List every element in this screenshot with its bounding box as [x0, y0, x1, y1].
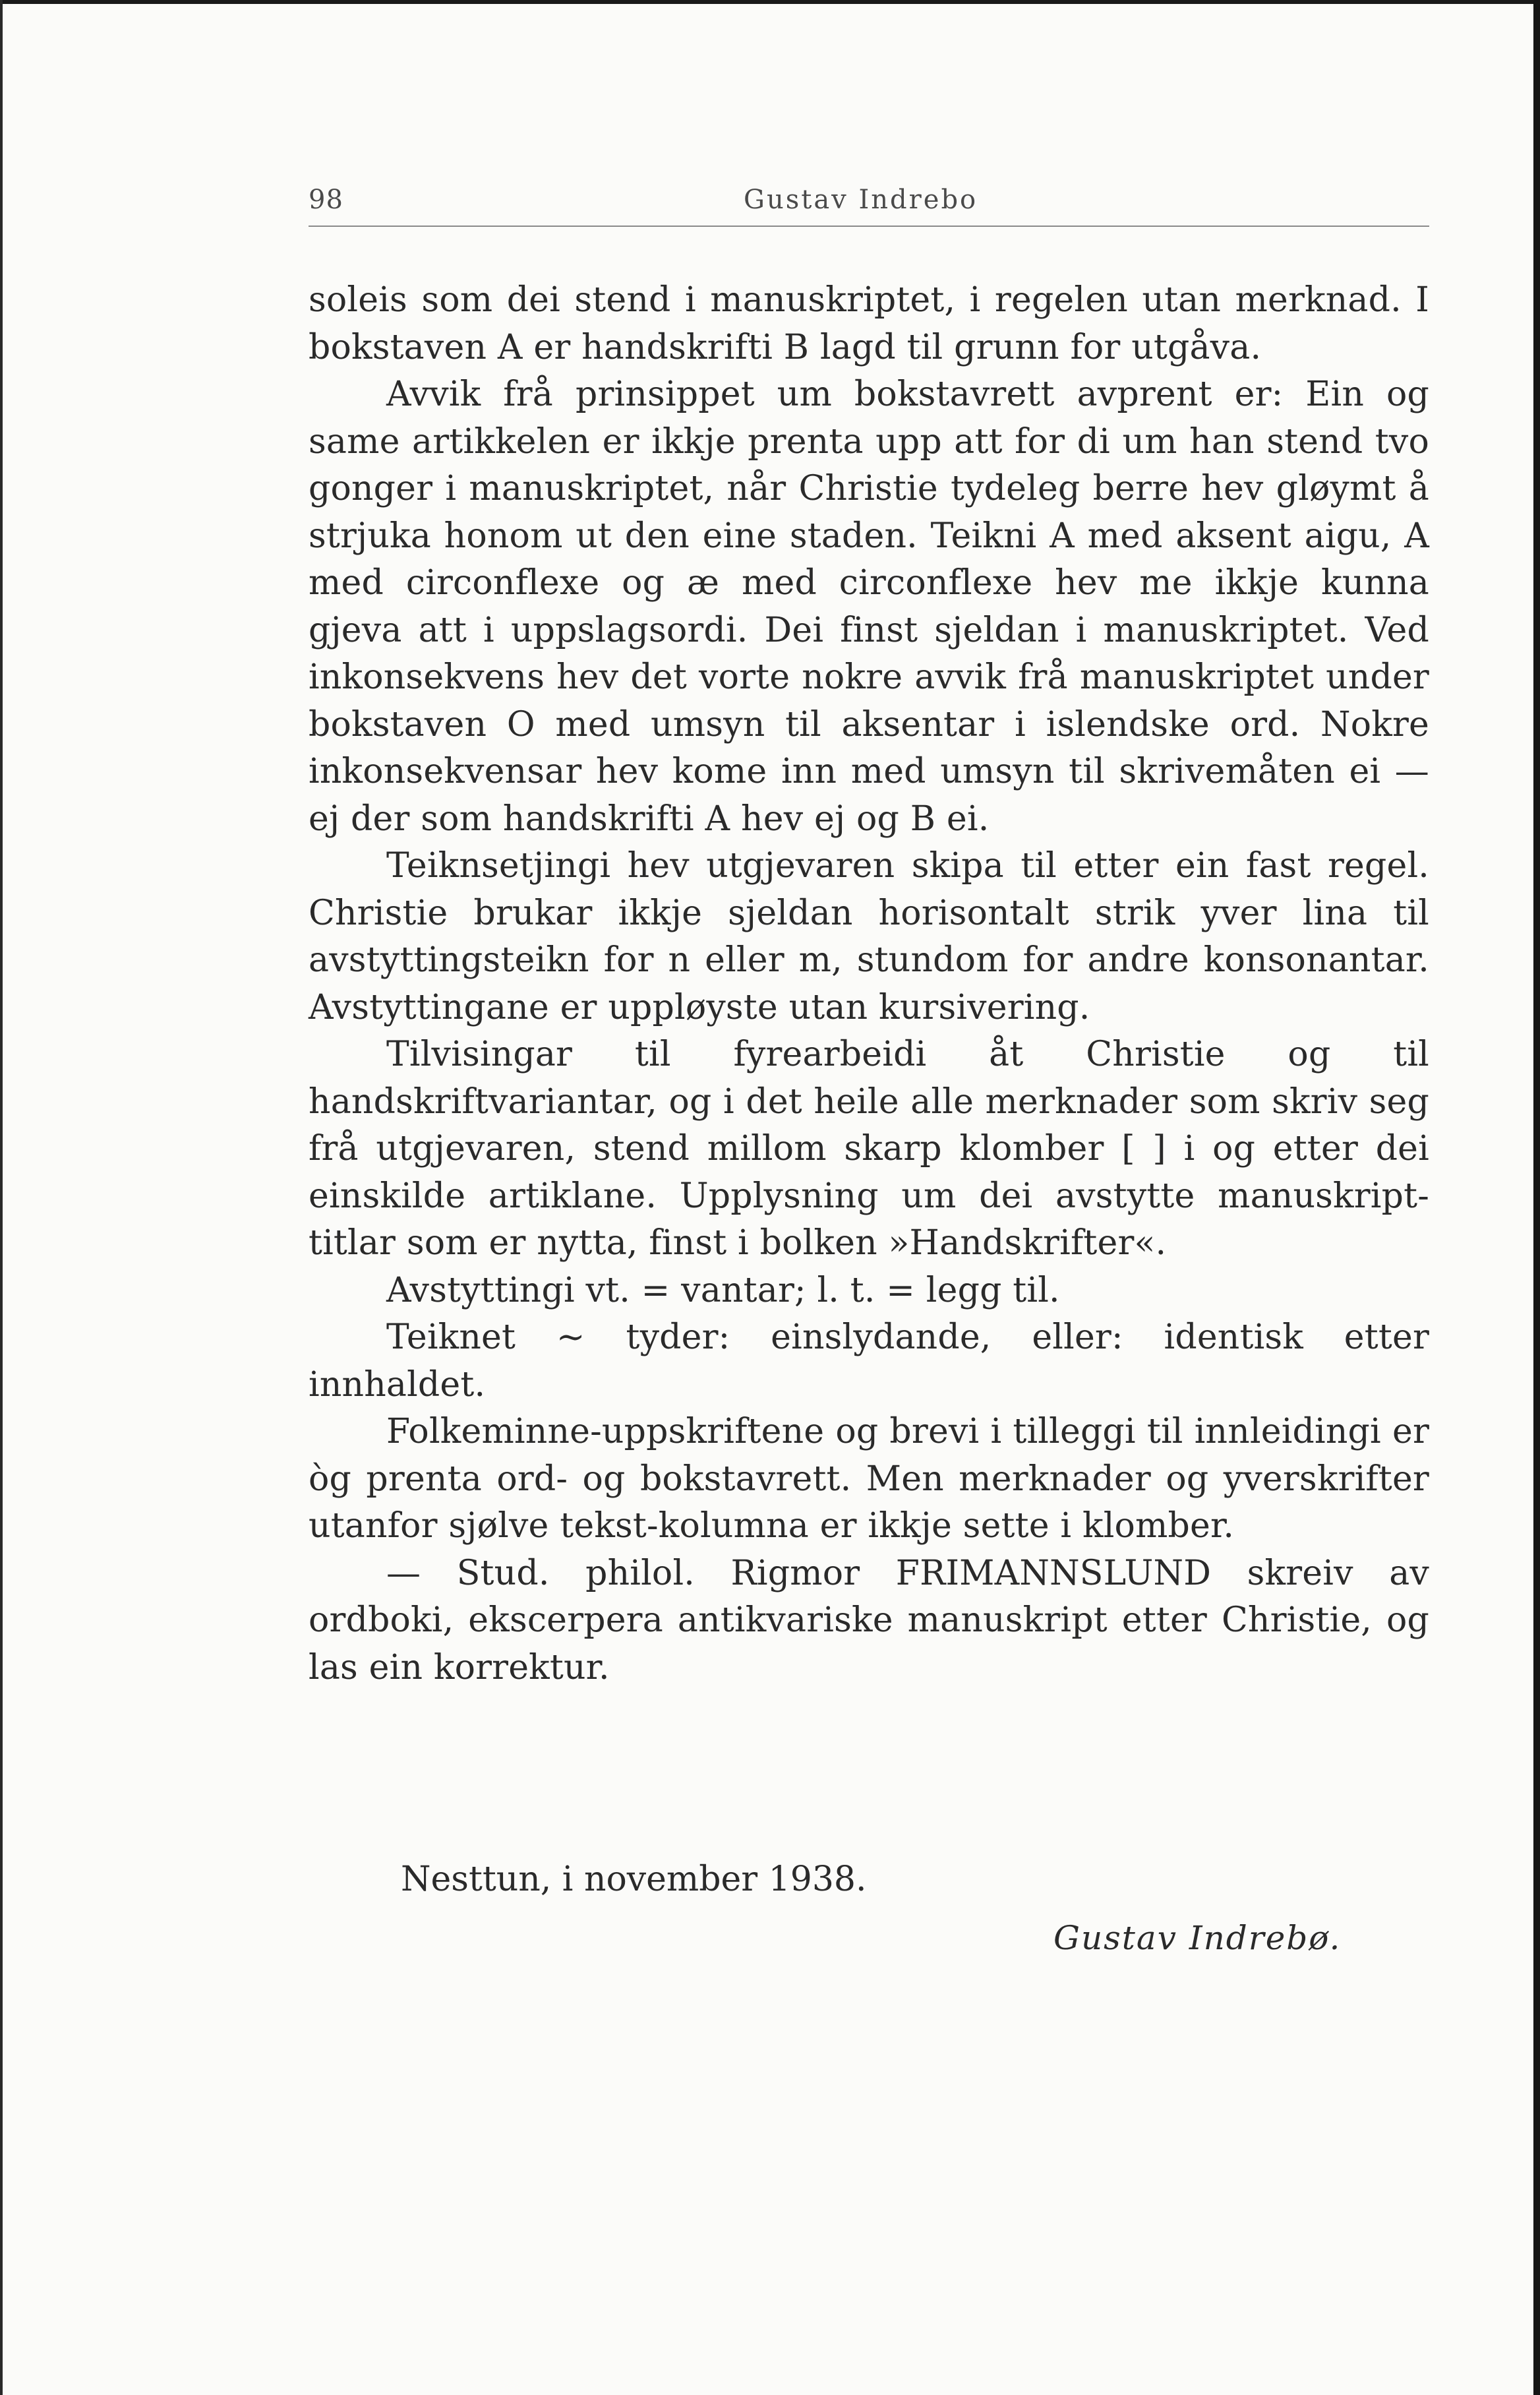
- paragraph-3: Teiknsetjingi hev utgjevaren skipa til etter ein fast regel. Christie brukar ikkje sjeldan horisontalt strik yver lina til avstyttingsteikn for n eller m, stundom for andre konsonantar. Avstyttingane er uppløyste utan kursivering.: [309, 846, 1429, 1027]
- body-text: [309, 277, 1429, 1691]
- paragraph-6: Teiknet ~ tyder: einslydande, eller: identisk etter innhaldet.: [309, 1318, 1429, 1405]
- signature: Gustav Indrebø.: [1053, 1919, 1342, 1957]
- scan-border-left: [0, 0, 3, 2395]
- running-title: Gustav Indrebo: [744, 185, 978, 215]
- book-page: [309, 178, 1429, 1957]
- paragraph-1: soleis som dei stend i manuskriptet, i regelen utan merknad. I bokstaven A er handskrifti B lagd til grunn for utgåva.: [309, 280, 1429, 367]
- paragraph-4: Tilvisingar til fyrearbeidi åt Christie og til handskriftvariantar, og i det heile alle merknader som skriv seg frå utgjevaren, stend millom skarp klomber [ ] i og etter dei einskilde artiklane. Upplysning um dei avstytte manuskript-titlar som er nytta, finst i bolken »Handskrifter«.: [309, 1035, 1429, 1263]
- paragraph-7: Folkeminne-uppskriftene og brevi i tilleggi til innleidingi er òg prenta ord- og bokstavrett. Men merknader og yverskrifter utanfor sjølve tekst-kolumna er ikkje sette i klomber.: [309, 1412, 1429, 1546]
- page-number: 98: [309, 185, 343, 215]
- header-rule: [309, 226, 1429, 227]
- scan-border-top: [0, 0, 1540, 4]
- paragraph-5: Avstyttingi vt. = vantar; l. t. = legg til.: [386, 1270, 1060, 1310]
- running-head: [309, 178, 1429, 218]
- scan-border-right: [1533, 0, 1540, 2395]
- paragraph-2: Avvik frå prinsippet um bokstavrett avprent er: Ein og same artikkelen er ikkje prenta upp att for di um han stend tvo gonger i manuskriptet, når Christie tydeleg berre hev gløymt å strjuka honom ut den eine staden. Teikni A med aksent aigu, A med circonflexe og æ med circonflexe hev me ikkje kunna gjeva att i uppslagsordi. Dei finst sjeldan i manuskriptet. Ved inkonsekvens hev det vorte nokre avvik frå manuskriptet under bokstaven O med umsyn til aksentar i islendske ord. Nokre inkonsekvensar hev kome inn med umsyn til skrivemåten ei — ej der som handskrifti A hev ej og B ei.: [309, 375, 1429, 839]
- date-line: Nesttun, i november 1938.: [401, 1860, 867, 1899]
- paragraph-8: — Stud. philol. Rigmor FRIMANNSLUND skreiv av ordboki, ekscerpera antikvariske manuskript etter Christie, og las ein korrektur.: [309, 1553, 1429, 1687]
